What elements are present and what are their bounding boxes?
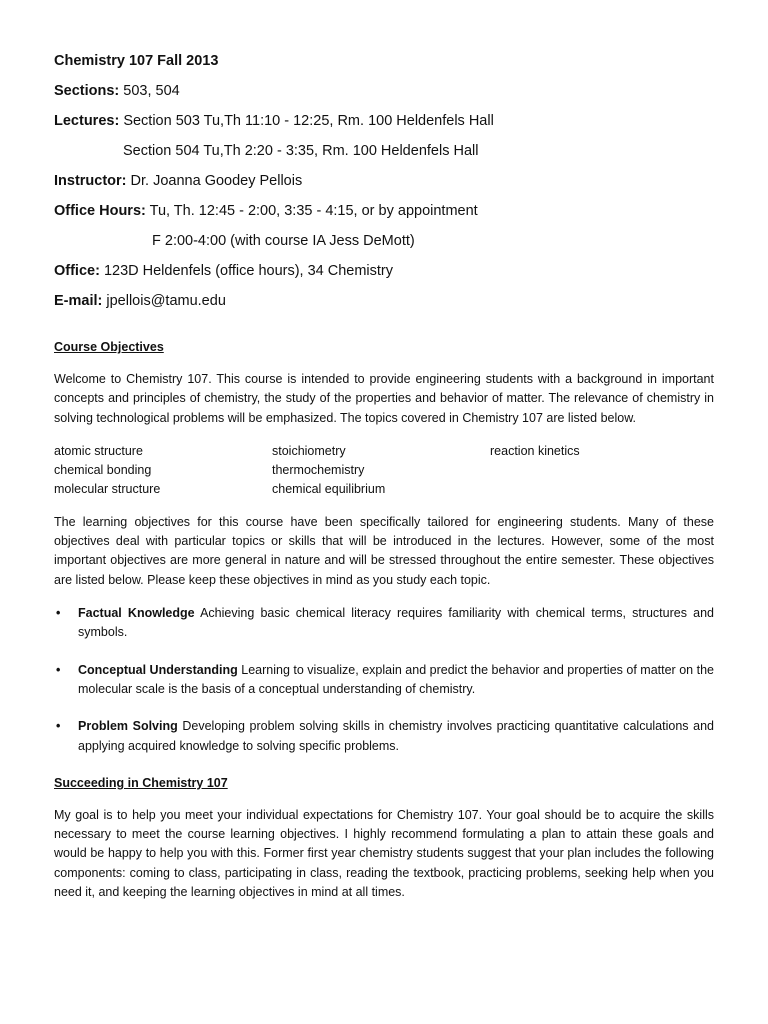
office-hours-friday: F 2:00-4:00 (with course IA Jess DeMott)	[152, 233, 415, 249]
objective-problem-solving	[54, 717, 714, 756]
email-label: E-mail:	[54, 293, 103, 309]
objective-conceptual-understanding	[54, 661, 714, 700]
objective-term: Problem Solving	[78, 719, 178, 734]
course-objectives-heading: Course Objectives	[54, 340, 164, 354]
sections-line	[54, 76, 714, 106]
instructor-value: Dr. Joanna Goodey Pellois	[130, 173, 303, 189]
topic-item	[490, 480, 708, 499]
lectures-label: Lectures:	[54, 113, 120, 129]
objectives-bullet-list	[54, 604, 714, 756]
lecture-503: Section 503 Tu,Th 11:10 - 12:25, Rm. 100 Heldenfels Hall	[123, 113, 494, 129]
office-hours-friday-line	[54, 226, 714, 256]
sections-label: Sections:	[54, 83, 120, 99]
office-label: Office:	[54, 263, 100, 279]
lecture-504-line	[54, 136, 714, 166]
succeeding-text: My goal is to help you meet your individual expectations for Chemistry 107. Your goal should be to acquire the skills necessary to meet the course learning objectives. I highly recommend formulating a plan to attain these goals and would be happy to help you with this. Former first year chemistry students suggest that your plan includes the following components: coming to class, participating in class, reading the textbook, practicing problems, seeking help when you need it, and keeping the learning objectives in mind at all times.	[54, 807, 714, 900]
topic-item: chemical bonding	[54, 462, 152, 477]
email-line	[54, 286, 714, 316]
topic-item: chemical equilibrium	[272, 481, 386, 496]
office-value: 123D Heldenfels (office hours), 34 Chemistry	[103, 263, 394, 279]
instructor-label: Instructor:	[54, 173, 127, 189]
course-objectives-intro: Welcome to Chemistry 107. This course is intended to provide engineering students with a background in important concepts and principles of chemistry, the study of the properties and behavior of matter. The relevance of chemistry in solving technological problems will be emphasized. The topics covered in Chemistry 107 are listed below.	[54, 372, 714, 425]
objective-text: Learning to visualize, explain and predict the behavior and properties of matter on the molecular scale is the basis of a conceptual understanding of chemistry.	[78, 662, 714, 696]
bullet-icon: •	[56, 719, 61, 734]
lectures-line	[54, 106, 714, 136]
topics-list	[54, 442, 714, 499]
office-hours-line	[54, 196, 714, 226]
succeeding-heading: Succeeding in Chemistry 107	[54, 775, 228, 790]
objective-text: Developing problem solving skills in chemistry involves practicing quantitative calculations and applying acquired knowledge to solving specific problems.	[78, 719, 714, 753]
topic-item	[490, 461, 708, 480]
course-title: Chemistry 107 Fall 2013	[54, 53, 219, 69]
objective-factual-knowledge	[54, 604, 714, 643]
objective-text: Achieving basic chemical literacy requires familiarity with chemical terms, structures and symbols.	[78, 606, 714, 640]
bullet-icon: •	[56, 606, 61, 621]
topic-item: molecular structure	[54, 481, 161, 496]
office-line	[54, 256, 714, 286]
instructor-line	[54, 166, 714, 196]
email-link[interactable]: jpellois@tamu.edu	[106, 293, 226, 309]
office-hours-label: Office Hours:	[54, 203, 146, 219]
topic-item: stoichiometry	[272, 443, 346, 458]
topic-item: thermochemistry	[272, 462, 365, 477]
sections-value: 503, 504	[123, 83, 180, 99]
office-hours-value: Tu, Th. 12:45 - 2:00, 3:35 - 4:15, or by appointment	[149, 203, 478, 219]
objective-term: Factual Knowledge	[78, 606, 195, 621]
bullet-icon: •	[56, 662, 61, 677]
topic-item: atomic structure	[54, 443, 143, 458]
topic-item: reaction kinetics	[490, 443, 580, 458]
learning-objectives-text: The learning objectives for this course have been specifically tailored for engineering students. Many of these objectives deal with particular topics or skills that will be introduced in the lectures. However, some of the most important objectives are more general in nature and will be stressed throughout the entire semester. These objectives are listed below. Please keep these objectives in mind as you study each topic.	[54, 514, 714, 587]
objective-term: Conceptual Understanding	[78, 662, 238, 677]
lecture-504: Section 504 Tu,Th 2:20 - 3:35, Rm. 100 Heldenfels Hall	[123, 143, 479, 159]
